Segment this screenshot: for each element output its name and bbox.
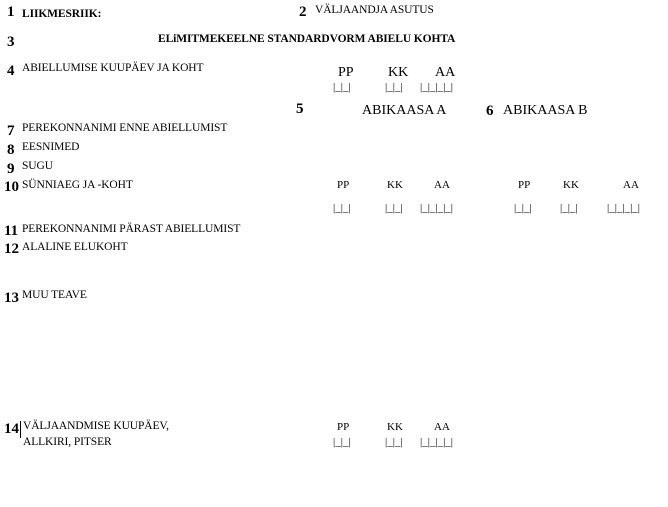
member-state-label: LIIKMESRIIK: bbox=[22, 8, 102, 20]
month-header: KK bbox=[387, 179, 403, 191]
marriage-date-place-label: ABIELLUMISE KUUPÄEV JA KOHT bbox=[22, 62, 204, 74]
surname-before-label: PEREKONNANIMI ENNE ABIELLUMIST bbox=[22, 122, 228, 134]
field-number-1: 1 bbox=[7, 4, 15, 20]
day-boxes[interactable]: |_|_| bbox=[333, 81, 351, 93]
surname-after-label: PEREKONNANIMI PÄRAST ABIELLUMIST bbox=[22, 223, 241, 235]
sex-label: SUGU bbox=[22, 160, 53, 172]
day-header: PP bbox=[518, 179, 531, 191]
birth-date-place-label: SÜNNIAEG JA -KOHT bbox=[22, 179, 133, 191]
field-number-4: 4 bbox=[7, 63, 15, 79]
year-boxes[interactable]: |_|_|_|_| bbox=[607, 202, 641, 214]
year-header: AA bbox=[435, 65, 456, 80]
field-number-8: 8 bbox=[7, 142, 15, 158]
year-header: AA bbox=[623, 179, 639, 191]
day-boxes[interactable]: |_|_| bbox=[333, 436, 351, 448]
year-header: AA bbox=[434, 179, 450, 191]
year-boxes[interactable]: |_|_|_|_| bbox=[420, 202, 454, 214]
day-boxes[interactable]: |_|_| bbox=[333, 202, 351, 214]
divider-line bbox=[20, 421, 21, 438]
spouse-b-header: ABIKAASA B bbox=[503, 103, 588, 118]
year-boxes[interactable]: |_|_|_|_| bbox=[420, 81, 454, 93]
field-number-6: 6 bbox=[486, 103, 494, 119]
field-number-13: 13 bbox=[4, 290, 19, 306]
month-header: KK bbox=[388, 65, 409, 80]
month-header: KK bbox=[563, 179, 579, 191]
day-header: PP bbox=[337, 421, 350, 433]
spouse-a-header: ABIKAASA A bbox=[362, 103, 447, 118]
month-header: KK bbox=[387, 421, 403, 433]
other-info-label: MUU TEAVE bbox=[22, 289, 87, 301]
signature-seal-label: ALLKIRI, PITSER bbox=[23, 436, 112, 448]
issuing-authority-label: VÄLJAANDJA ASUTUS bbox=[315, 4, 434, 16]
field-number-10: 10 bbox=[4, 179, 19, 195]
field-number-11: 11 bbox=[4, 223, 19, 239]
day-header: PP bbox=[337, 179, 350, 191]
first-names-label: EESNIMED bbox=[22, 141, 80, 153]
year-boxes[interactable]: |_|_|_|_| bbox=[420, 436, 454, 448]
field-number-3: 3 bbox=[7, 34, 15, 50]
month-boxes[interactable]: |_|_| bbox=[385, 81, 403, 93]
month-boxes[interactable]: |_|_| bbox=[560, 202, 578, 214]
field-number-5: 5 bbox=[296, 101, 304, 117]
field-number-7: 7 bbox=[7, 123, 15, 139]
issue-date-label: VÄLJAANDMISE KUUPÄEV, bbox=[23, 420, 169, 432]
field-number-2: 2 bbox=[299, 4, 307, 20]
residence-label: ALALINE ELUKOHT bbox=[22, 241, 128, 253]
field-number-12: 12 bbox=[4, 241, 19, 257]
day-header: PP bbox=[338, 65, 354, 80]
field-number-14: 14 bbox=[4, 421, 19, 437]
month-boxes[interactable]: |_|_| bbox=[385, 436, 403, 448]
day-boxes[interactable]: |_|_| bbox=[514, 202, 532, 214]
year-header: AA bbox=[434, 421, 450, 433]
form-title: ELiMITMEKEELNE STANDARDVORM ABIELU KOHTA bbox=[158, 33, 456, 45]
field-number-9: 9 bbox=[7, 161, 15, 177]
month-boxes[interactable]: |_|_| bbox=[385, 202, 403, 214]
